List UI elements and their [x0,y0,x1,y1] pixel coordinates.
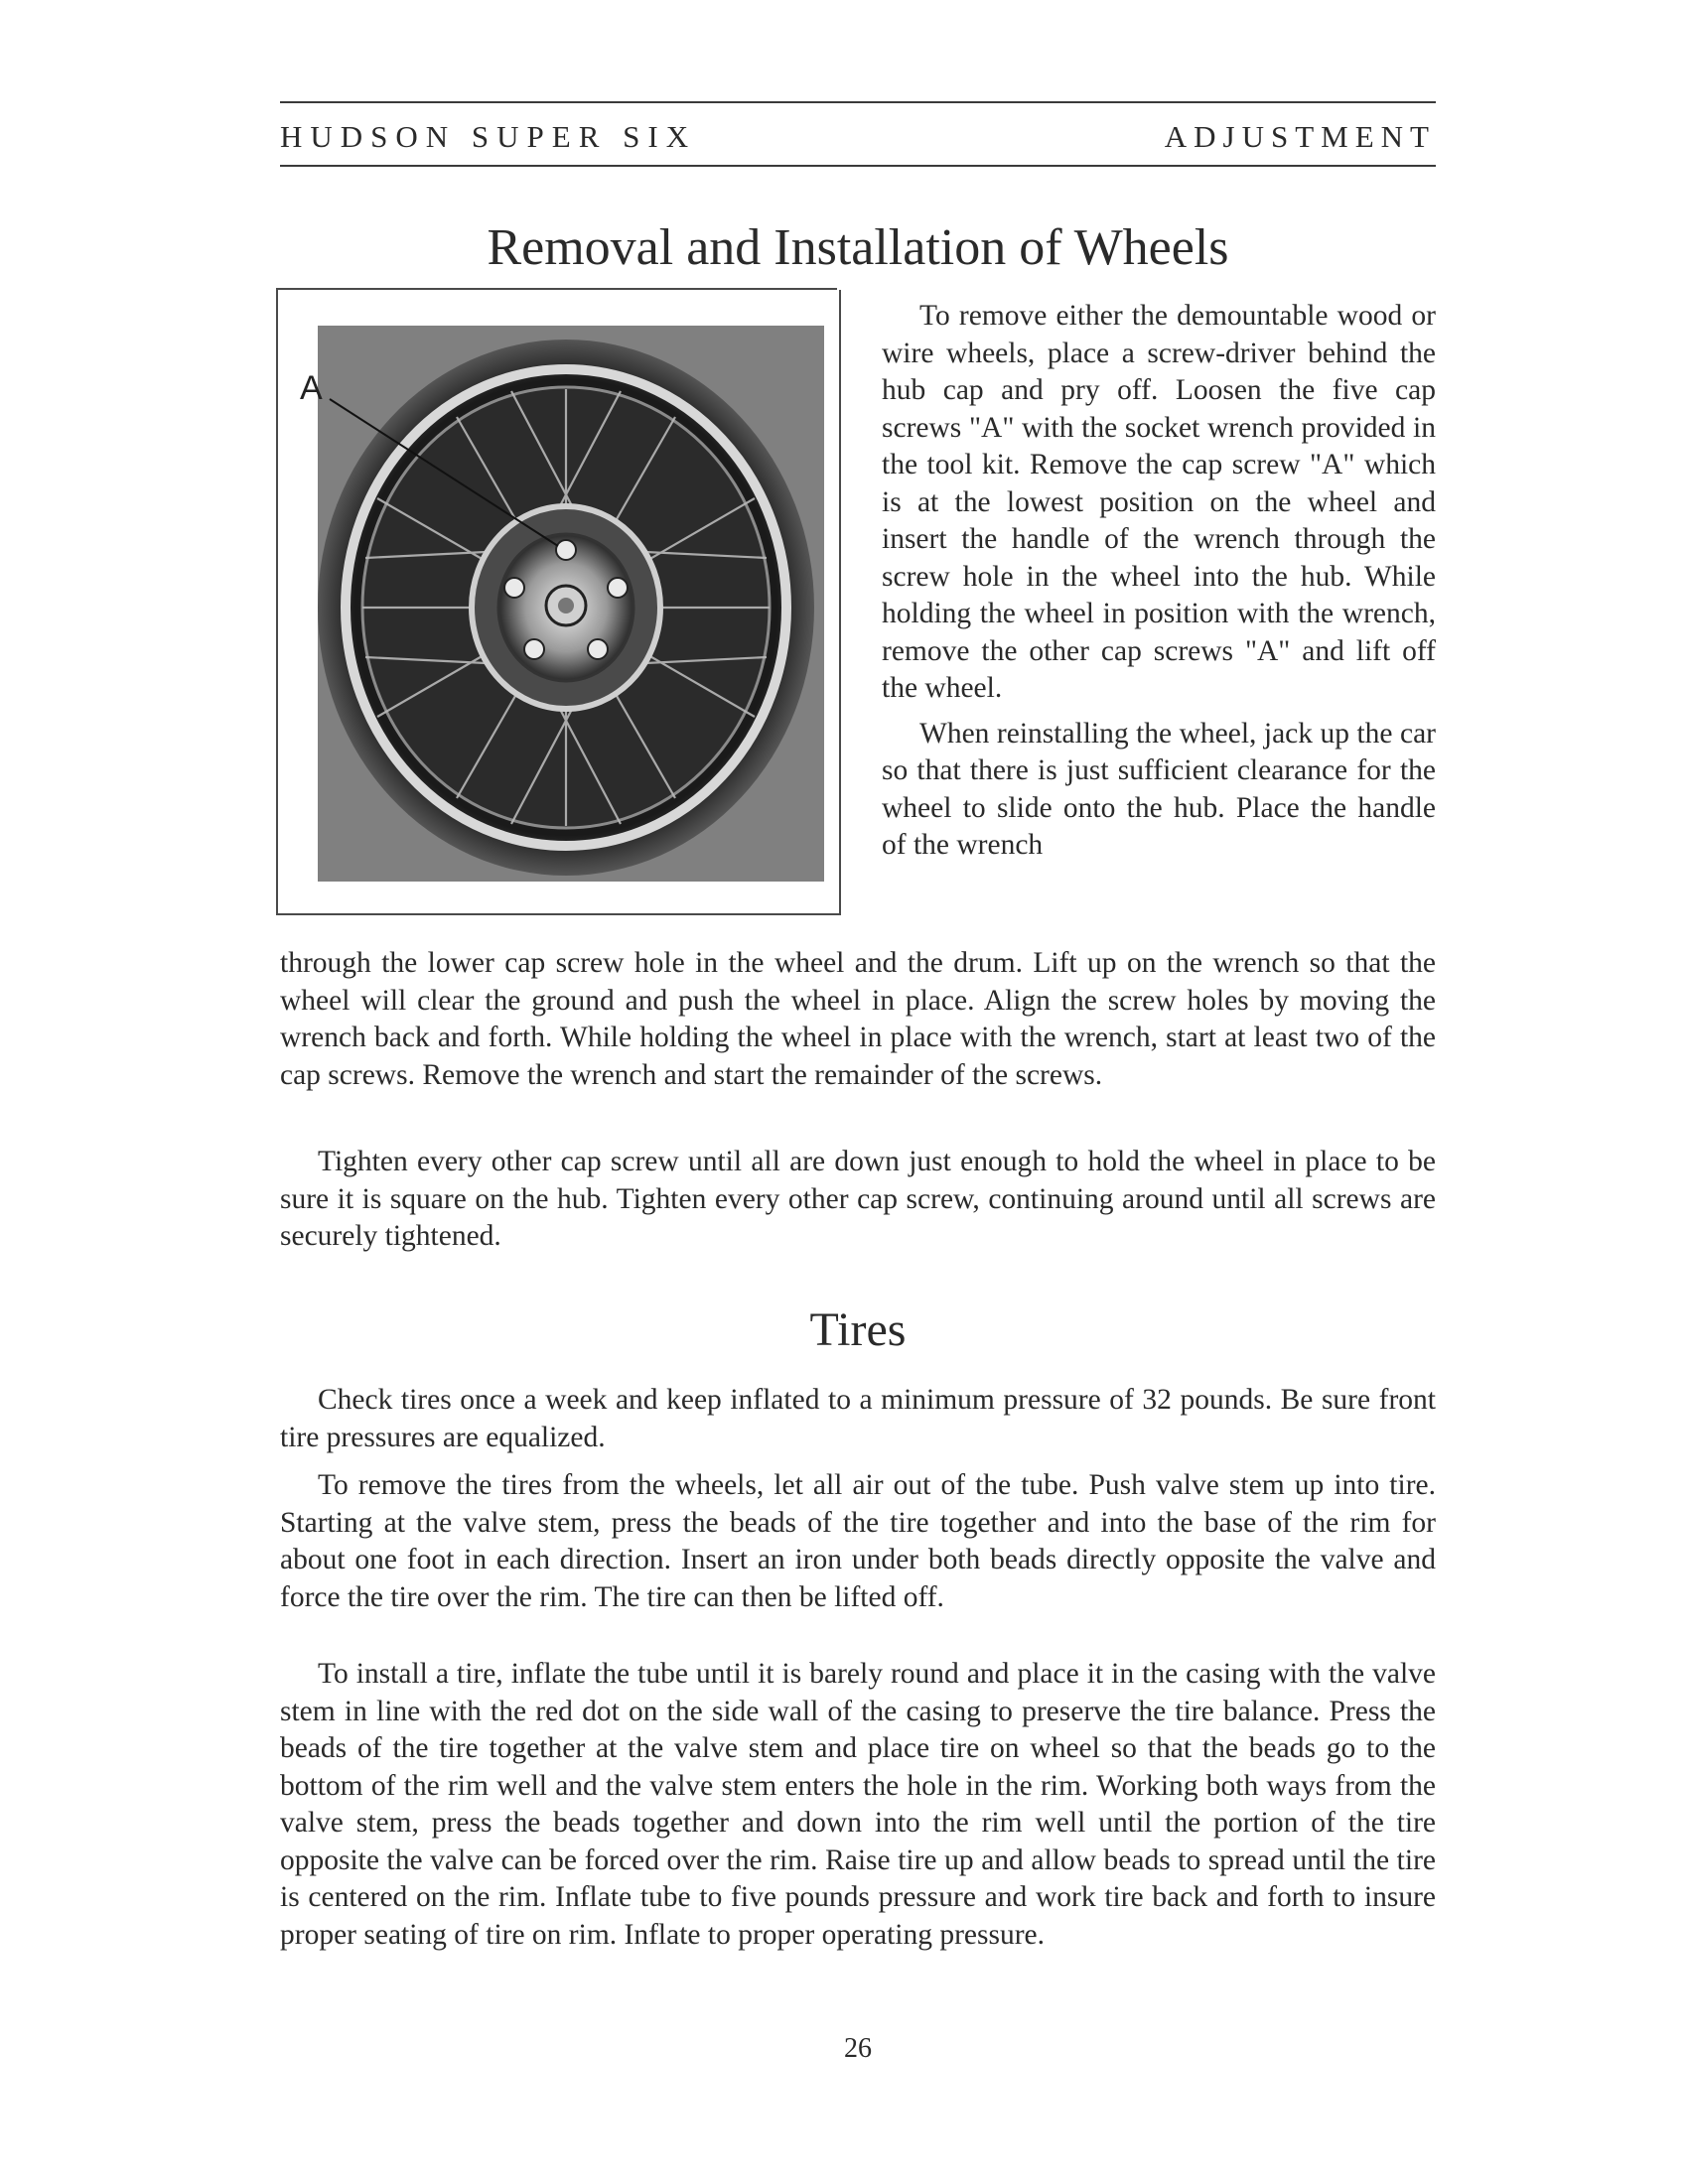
header-rule-bottom [280,165,1436,167]
hub-center-bolt [558,598,574,614]
wheels-paragraph-2-cont-text: through the lower cap screw hole in the wheel and the drum. Lift up on the wrench so that the wheel will clear the ground and push the wheel in place. Align the screw holes by moving the wrench back and forth. While holding the wheel in place with the wrench, start at least two of the cap screws. Remove the wrench and start the remainder of the screws. [280,947,1436,1091]
wheels-paragraph-2-start: When reinstalling the wheel, jack up the car so that there is just sufficient clearance for the wheel to slide onto the hub. Place the handle of the wrench [882,717,1436,861]
wire-wheel-illustration [278,290,839,913]
running-head-section: ADJUSTMENT [1164,119,1436,154]
wheels-paragraph-3 [280,1144,1436,1256]
wheels-paragraph-1: To remove either the demountable wood or wire wheels, place a screw-driver behind the hub cap and pry off. Loosen the five cap screws "A" with the socket wrench provided in the tool kit. Remove the cap screw "A" which is at the lowest position on the wheel and insert the handle of the wrench through the screw hole in the wheel into the hub. While holding the wheel in position with the wrench, remove the other cap screws "A" and lift off the wheel. [882,300,1436,704]
tires-paragraph-2-text: To remove the tires from the wheels, let all air out of the tube. Push valve stem up into tire. Starting at the valve stem, press the beads of the tire together and into the base of the rim for about one foot in each direction. Insert an iron under both beads directly opposite the valve and force the tire over the rim. The tire can then be lifted off. [280,1469,1436,1613]
wire-wheel-figure [276,290,841,915]
tires-paragraph-2 [280,1467,1436,1616]
wheels-paragraph-3-text: Tighten every other cap screw until all are down just enough to hold the wheel in place to be sure it is square on the hub. Tighten every other cap screw, continuing around until all screws are securely tightened. [280,1146,1436,1252]
header-rule-top [280,101,1436,103]
running-head [280,117,1436,157]
wheels-paragraph-2-continued [280,945,1436,1094]
callout-label-a: A [300,369,323,407]
tires-paragraph-3-text: To install a tire, inflate the tube until it is barely round and place it in the casing with the valve stem in line with the red dot on the side wall of the casing to preserve the tire balance. Press the beads of the tire together at the valve stem and place tire on wheel so that the beads go to the bottom of the rim well and the valve stem enters the hole in the rim. Working both ways from the valve stem, press the beads together and down into the rim well until the portion of the tire opposite the valve can be forced over the rim. Raise tire up and allow beads to spread until the tire is centered on the rim. Inflate tube to five pounds pressure and work tire back and forth to insure proper seating of tire on rim. Inflate to proper operating pressure. [280,1658,1436,1951]
tires-paragraph-1-text: Check tires once a week and keep inflated to a minimum pressure of 32 pounds. Be sure front tire pressures are equalized. [280,1384,1436,1453]
tires-paragraph-3 [280,1656,1436,1954]
running-head-title: HUDSON SUPER SIX [280,119,697,154]
tires-section-title: Tires [809,1303,907,1356]
wheels-wrapped-text [882,298,1436,865]
page-number: 26 [844,2033,872,2064]
tires-paragraph-1 [280,1382,1436,1456]
wheels-section-title: Removal and Installation of Wheels [487,219,1229,276]
